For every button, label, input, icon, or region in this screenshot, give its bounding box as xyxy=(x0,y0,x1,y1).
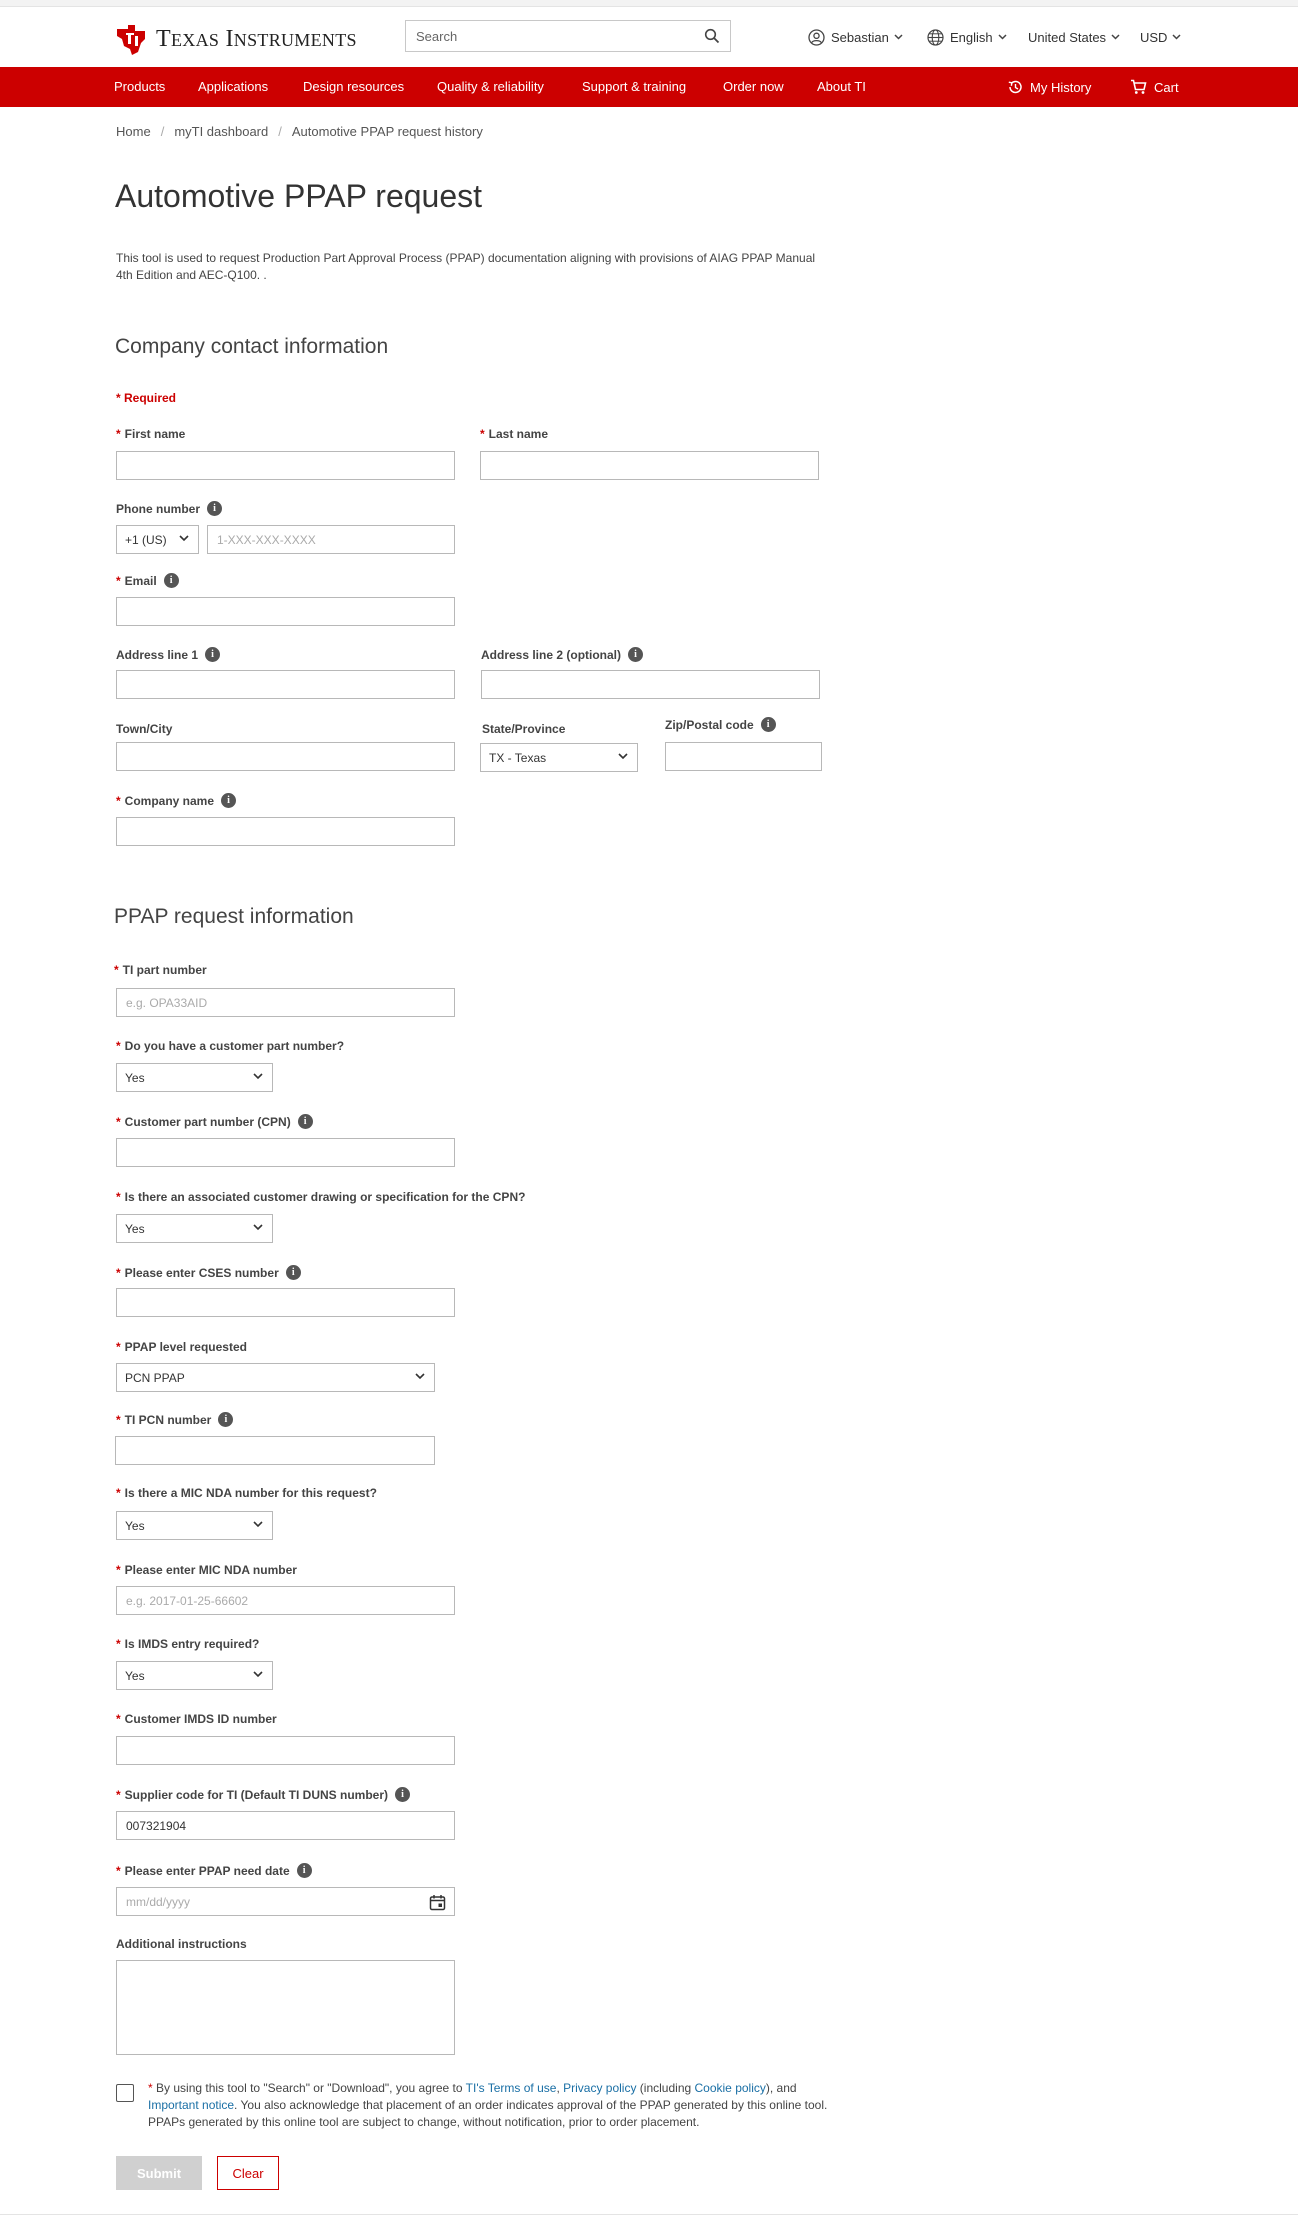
part-number-field[interactable] xyxy=(116,988,455,1017)
breadcrumb-separator: / xyxy=(160,124,165,139)
clear-button[interactable]: Clear xyxy=(217,2156,279,2190)
city-field[interactable] xyxy=(116,742,455,771)
cses-label: * Please enter CSES number i xyxy=(116,1265,301,1280)
nav-quality-reliability[interactable]: Quality & reliability xyxy=(437,79,544,94)
address2-label: Address line 2 (optional) i xyxy=(481,647,643,662)
address1-field[interactable] xyxy=(116,670,455,699)
state-value: TX - Texas xyxy=(489,750,547,765)
city-label: Town/City xyxy=(116,722,173,736)
calendar-icon[interactable] xyxy=(429,1894,446,1911)
additional-label: Additional instructions xyxy=(116,1937,247,1951)
phone-field[interactable] xyxy=(207,525,455,554)
company-label: * Company name i xyxy=(116,793,236,808)
mic-nda-number-label: * Please enter MIC NDA number xyxy=(116,1563,297,1577)
info-icon[interactable]: i xyxy=(395,1787,410,1802)
address2-field[interactable] xyxy=(481,670,820,699)
terms-link[interactable]: TI's Terms of use xyxy=(465,2081,557,2095)
history-icon xyxy=(1007,79,1023,95)
state-select[interactable] xyxy=(480,743,638,772)
ppap-level-value: PCN PPAP xyxy=(125,1370,185,1385)
ti-wordmark: TEXAS INSTRUMENTS xyxy=(156,25,357,52)
ppap-section-title: PPAP request information xyxy=(114,905,354,928)
user-name: Sebastian xyxy=(831,29,889,45)
nav-applications[interactable]: Applications xyxy=(198,79,269,94)
ppap-level-label: * PPAP level requested xyxy=(116,1340,247,1354)
need-date-label: * Please enter PPAP need date i xyxy=(116,1863,312,1878)
info-icon[interactable]: i xyxy=(297,1863,312,1878)
cpn-field[interactable] xyxy=(116,1138,455,1167)
page-intro: This tool is used to request Production Part Approval Process (PPAP) documentation aligning with provisions of AIAG PPAP Manual 4th Edition and AEC-Q100. . xyxy=(116,251,816,282)
user-menu[interactable] xyxy=(808,27,903,47)
chevron-down-icon xyxy=(253,1521,263,1528)
submit-button[interactable]: Submit xyxy=(116,2156,202,2190)
has-cpn-select[interactable] xyxy=(116,1063,273,1092)
currency-label: USD xyxy=(1140,29,1168,45)
search-icon[interactable] xyxy=(704,28,720,44)
breadcrumb-home[interactable]: Home xyxy=(116,124,151,139)
phone-country-value: +1 (US) xyxy=(125,532,167,547)
drawing-select[interactable] xyxy=(116,1214,273,1243)
state-label: State/Province xyxy=(482,722,566,736)
info-icon[interactable]: i xyxy=(628,647,643,662)
zip-field[interactable] xyxy=(665,742,822,771)
consent-text: * By using this tool to "Search" or "Download", you agree to TI's Terms of use, Privacy policy (including Cookie policy), and Important notice. You also acknowledge that placement of an order indicates approval of the PPAP generated by this online tool. PPAPs generated by this online tool are subject to change, without notification, prior to order placement. xyxy=(148,2081,828,2129)
chevron-down-icon xyxy=(253,1073,263,1080)
breadcrumb-current: Automotive PPAP request history xyxy=(291,124,483,139)
drawing-label: * Is there an associated customer drawing or specification for the CPN? xyxy=(116,1190,526,1204)
imds-label: * Is IMDS entry required? xyxy=(116,1637,260,1651)
imds-id-field[interactable] xyxy=(116,1736,455,1765)
chevron-down-icon xyxy=(998,34,1007,40)
top-edge xyxy=(0,0,1298,7)
chevron-down-icon xyxy=(894,34,903,40)
supplier-code-label: * Supplier code for TI (Default TI DUNS number) i xyxy=(116,1787,410,1802)
supplier-code-field[interactable] xyxy=(116,1811,455,1840)
need-date-placeholder: mm/dd/yyyy xyxy=(126,1894,191,1909)
cart-label: Cart xyxy=(1154,79,1179,95)
need-date-field[interactable] xyxy=(116,1887,455,1916)
site-header xyxy=(0,7,1298,67)
breadcrumb xyxy=(116,124,483,139)
first-name-label: * First name xyxy=(116,427,186,441)
info-icon[interactable]: i xyxy=(286,1265,301,1280)
ti-logo-icon xyxy=(114,22,148,56)
chevron-down-icon xyxy=(618,753,628,760)
site-search xyxy=(405,20,731,52)
email-field[interactable] xyxy=(116,597,455,626)
cart-icon xyxy=(1130,79,1147,95)
chevron-down-icon xyxy=(253,1671,263,1678)
chevron-down-icon xyxy=(179,535,189,542)
required-note: * Required xyxy=(116,391,177,405)
my-history-label: My History xyxy=(1030,79,1092,95)
globe-icon xyxy=(927,29,944,46)
pcn-field[interactable] xyxy=(115,1436,435,1465)
phone-label: Phone number i xyxy=(116,501,222,516)
mic-nda-label: * Is there a MIC NDA number for this request? xyxy=(116,1486,377,1500)
user-icon xyxy=(808,29,825,46)
address1-label: Address line 1 i xyxy=(116,647,220,662)
currency-menu[interactable] xyxy=(1140,27,1181,47)
info-icon[interactable]: i xyxy=(298,1114,313,1129)
consent-checkbox[interactable] xyxy=(116,2084,134,2102)
imds-id-label: * Customer IMDS ID number xyxy=(116,1712,277,1726)
breadcrumb-dashboard[interactable]: myTI dashboard xyxy=(174,124,269,139)
drawing-value: Yes xyxy=(125,1221,145,1236)
imds-select[interactable] xyxy=(116,1661,273,1690)
main-nav xyxy=(0,67,1298,107)
page-title: Automotive PPAP request xyxy=(115,178,483,214)
phone-country-select[interactable] xyxy=(116,525,199,554)
info-icon[interactable]: i xyxy=(207,501,222,516)
info-icon[interactable]: i xyxy=(205,647,220,662)
info-icon[interactable]: i xyxy=(218,1412,233,1427)
info-icon[interactable]: i xyxy=(761,717,776,732)
imds-value: Yes xyxy=(125,1668,145,1683)
cpn-label: * Customer part number (CPN) i xyxy=(116,1114,313,1129)
nav-support-training[interactable]: Support & training xyxy=(582,79,687,94)
last-name-label: * Last name xyxy=(480,427,549,441)
info-icon[interactable]: i xyxy=(221,793,236,808)
ppap-level-select[interactable] xyxy=(116,1363,435,1392)
has-cpn-label: * Do you have a customer part number? xyxy=(116,1039,345,1053)
bottom-divider xyxy=(0,2214,1298,2215)
part-number-label: * TI part number xyxy=(114,963,207,977)
contact-section-title: Company contact information xyxy=(115,335,389,358)
additional-instructions-field[interactable] xyxy=(116,1960,455,2055)
chevron-down-icon xyxy=(1111,34,1120,40)
last-name-field[interactable] xyxy=(480,451,819,480)
chevron-down-icon xyxy=(415,1373,425,1380)
breadcrumb-separator: / xyxy=(278,124,282,139)
mic-nda-select[interactable] xyxy=(116,1511,273,1540)
search-input[interactable] xyxy=(406,21,686,51)
mic-nda-value: Yes xyxy=(125,1518,145,1533)
email-label: * Email i xyxy=(116,573,179,588)
nav-products[interactable]: Products xyxy=(114,79,166,94)
first-name-field[interactable] xyxy=(116,451,455,480)
my-history-link[interactable] xyxy=(1007,67,1091,107)
country-label: United States xyxy=(1028,29,1107,45)
nav-order-now[interactable]: Order now xyxy=(723,79,784,94)
cart-link[interactable] xyxy=(1130,67,1179,107)
privacy-link[interactable]: Privacy policy xyxy=(563,2081,637,2095)
nav-about-ti[interactable]: About TI xyxy=(817,79,866,94)
chevron-down-icon xyxy=(1172,34,1181,40)
language-menu[interactable] xyxy=(927,27,1007,47)
info-icon[interactable]: i xyxy=(164,573,179,588)
company-field[interactable] xyxy=(116,817,455,846)
has-cpn-value: Yes xyxy=(125,1070,145,1085)
cses-field[interactable] xyxy=(116,1288,455,1317)
nav-design-resources[interactable]: Design resources xyxy=(303,79,405,94)
cookie-link[interactable]: Cookie policy xyxy=(694,2081,766,2095)
ti-logo[interactable] xyxy=(114,21,357,57)
chevron-down-icon xyxy=(253,1224,263,1231)
zip-label: Zip/Postal code i xyxy=(665,717,776,732)
mic-nda-number-field[interactable] xyxy=(116,1586,455,1615)
important-notice-link[interactable]: Important notice xyxy=(148,2098,235,2112)
country-menu[interactable] xyxy=(1028,27,1120,47)
language-label: English xyxy=(950,29,993,45)
pcn-label: * TI PCN number i xyxy=(116,1412,233,1427)
